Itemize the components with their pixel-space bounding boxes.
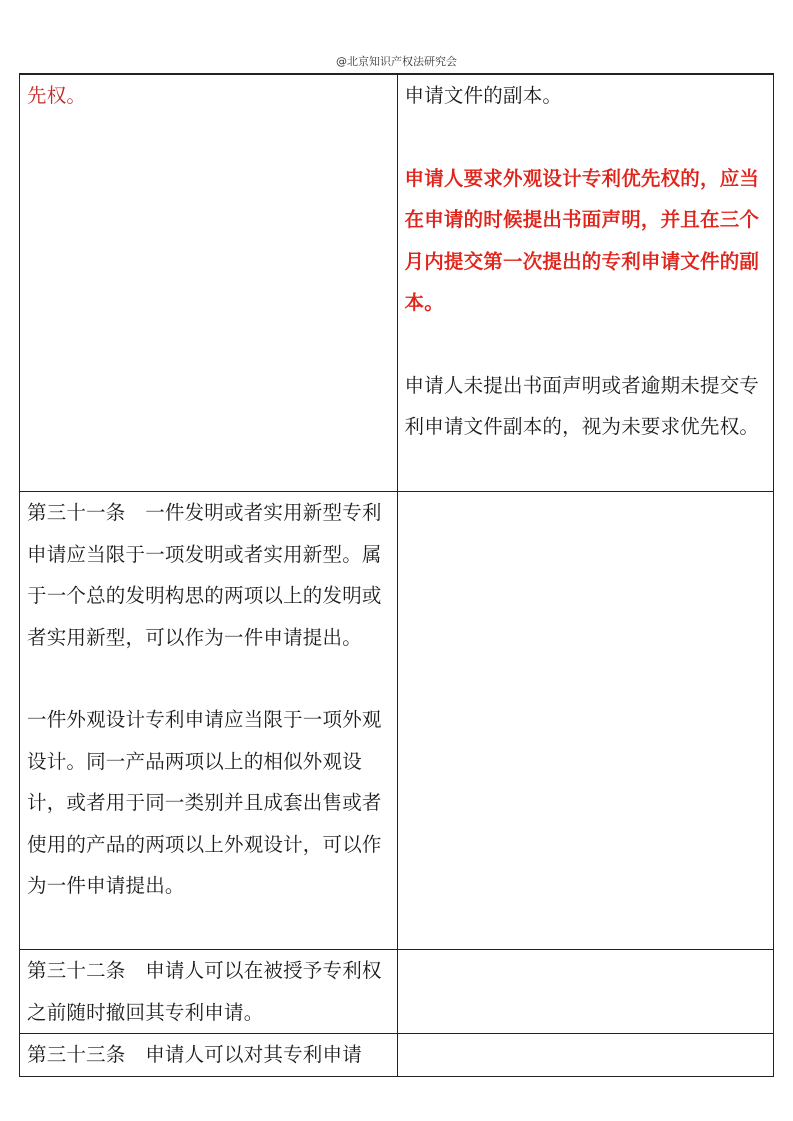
paragraph-no-priority: 申请人未提出书面声明或者逾期未提交专利申请文件副本的，视为未要求优先权。 [404, 373, 760, 438]
header-watermark: @北京知识产权法研究会 [336, 55, 457, 68]
table-cell-right-empty [397, 950, 774, 1034]
paragraph-continuation: 先权。 [27, 84, 87, 107]
comparison-table [19, 73, 774, 1077]
paragraph-gap [27, 658, 390, 699]
table-cell-left [20, 74, 398, 492]
paragraph-gap [405, 324, 767, 365]
table-cell-left [20, 950, 398, 1034]
paragraph-copy-of-application: 申请文件的副本。 [404, 84, 563, 107]
article-32-paragraph: 第三十二条 申请人可以在被授予专利权之前随时撤回其专利申请。 [27, 959, 382, 1024]
table-row [20, 492, 774, 950]
article-31-paragraph-1: 第三十一条 一件发明或者实用新型专利申请应当限于一项发明或者实用新型。属于一个总的发明构思的两项以上的发明或者实用新型，可以作为一件申请提出。 [27, 501, 382, 649]
table-cell-left [20, 492, 398, 950]
table-cell-right [397, 74, 774, 492]
table-cell-right-empty [397, 1034, 774, 1077]
table-cell-left [20, 1034, 398, 1077]
table-row [20, 74, 774, 492]
article-33-paragraph: 第三十三条 申请人可以对其专利申请 [27, 1043, 362, 1066]
table-row [20, 1034, 774, 1077]
table-row [20, 950, 774, 1034]
article-31-paragraph-2: 一件外观设计专利申请应当限于一项外观设计。同一产品两项以上的相似外观设计，或者用于同一类别并且成套出售或者使用的产品的两项以上外观设计，可以作为一件申请提出。 [27, 708, 382, 897]
paragraph-design-priority-added: 申请人要求外观设计专利优先权的，应当在申请的时候提出书面声明，并且在三个月内提交第一次提出的专利申请文件的副本。 [404, 166, 760, 314]
paragraph-gap [405, 117, 767, 158]
table-cell-right-empty [397, 492, 774, 950]
